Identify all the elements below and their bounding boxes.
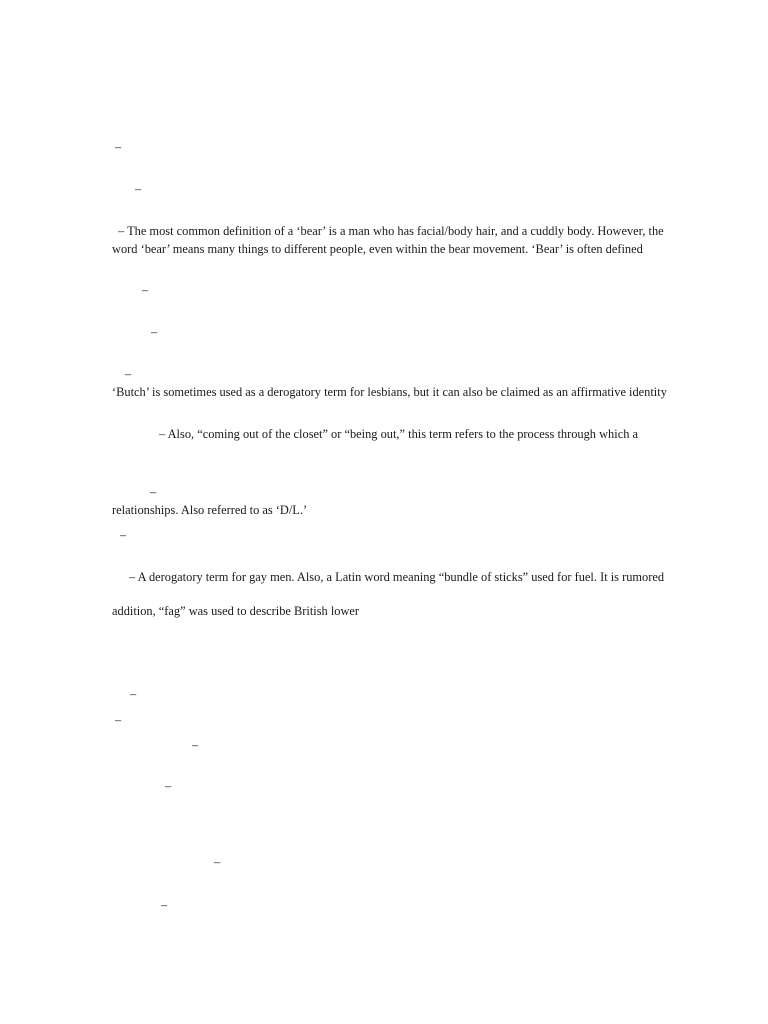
butch-definition-line: ‘Butch’ is sometimes used as a derogatory term for lesbians, but it can also be claimed as an affirmative identity xyxy=(112,385,667,399)
dash-marker: – xyxy=(135,182,142,196)
dash-marker: – xyxy=(192,738,199,752)
dash-marker: – xyxy=(120,528,127,542)
dash-marker: – xyxy=(142,283,149,297)
dash-marker: – xyxy=(150,485,157,499)
dash-marker: – xyxy=(130,687,137,701)
dash-marker: – xyxy=(161,898,168,912)
bear-definition-line-1: – The most common definition of a ‘bear’ is a man who has facial/body hair, and a cuddly body. However, the xyxy=(118,224,664,238)
down-low-definition-line: relationships. Also referred to as ‘D/L.’ xyxy=(112,503,308,517)
dash-marker: – xyxy=(115,713,122,727)
dash-marker: – xyxy=(125,367,132,381)
dash-marker: – xyxy=(151,325,158,339)
dash-marker: – xyxy=(115,140,122,154)
bear-definition-line-2: word ‘bear’ means many things to different people, even within the bear movement. ‘Bear’ is often defined xyxy=(112,242,643,256)
fag-definition-line-1: – A derogatory term for gay men. Also, a Latin word meaning “bundle of sticks” used for fuel. It is rumored xyxy=(129,570,665,584)
fag-definition-line-2: addition, “fag” was used to describe British lower xyxy=(112,604,360,618)
dash-marker: – xyxy=(214,855,221,869)
coming-out-definition-line: – Also, “coming out of the closet” or “being out,” this term refers to the process through which a xyxy=(159,427,638,441)
dash-marker: – xyxy=(165,779,172,793)
